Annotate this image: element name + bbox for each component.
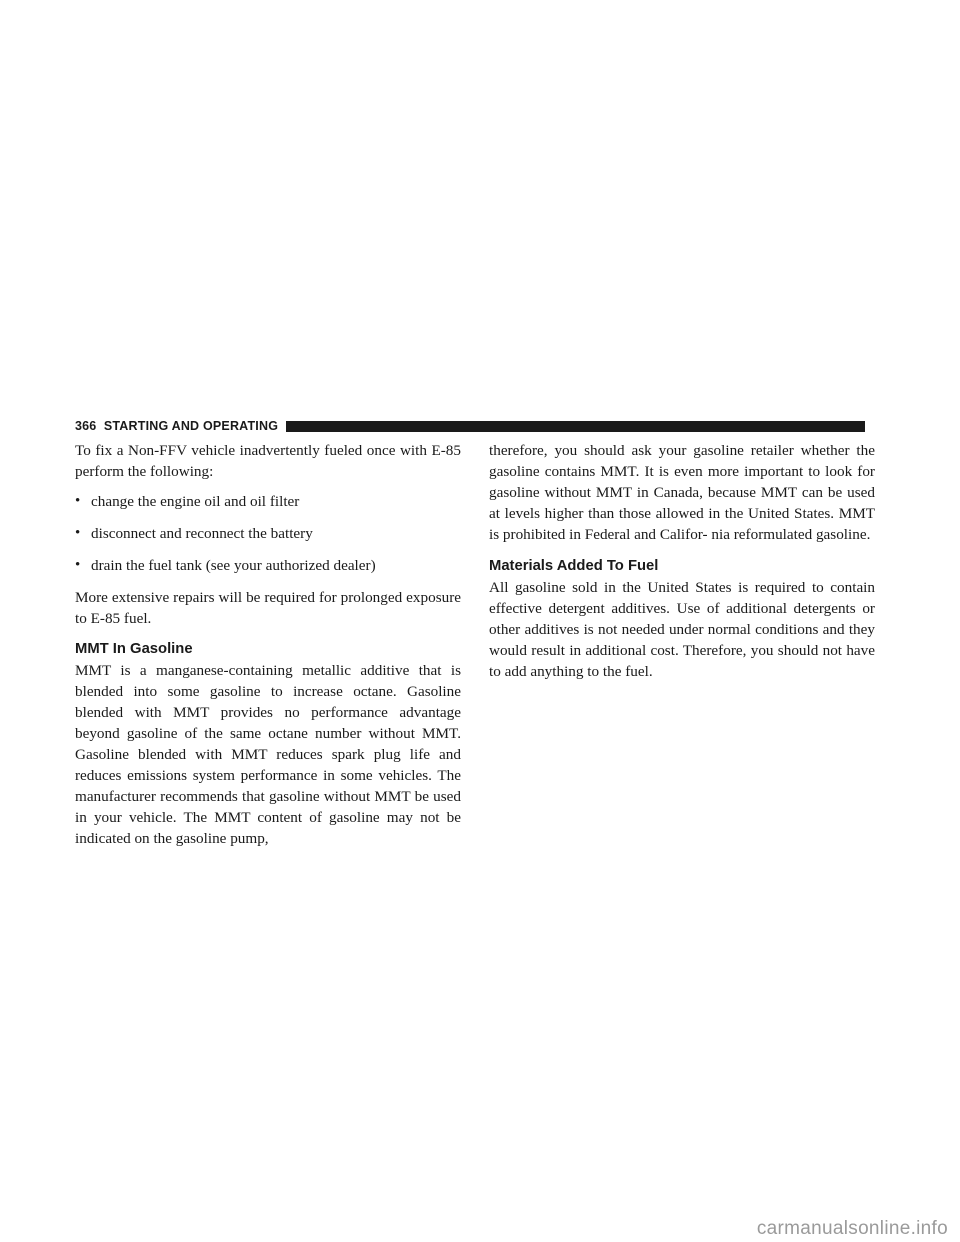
list-item [75,491,461,512]
page-header [75,418,865,434]
watermark: carmanualsonline.info [756,1218,948,1239]
materials-heading: Materials Added To Fuel [489,558,659,574]
repairs-paragraph: More extensive repairs will be required for prolonged exposure to E-85 fuel. [75,589,461,627]
mmt-continued-paragraph: therefore, you should ask your gasoline retailer whether the gasoline contains MMT. It is even more important to look for gasoline without MMT in Canada, because MMT can be used at levels higher than those allowed in the United States. MMT is prohibited in Federal and Califor- nia reformulated gasoline. [489,442,875,543]
list-item-text: change the engine oil and oil filter [91,493,300,510]
materials-paragraph: All gasoline sold in the United States is required to contain effective detergent additives. Use of additional detergents or other additives is not needed under normal conditions and they would result in additional cost. Therefore, you should not have to add anything to the fuel. [489,579,875,680]
list-item [75,523,461,544]
left-column [75,440,461,849]
mmt-paragraph: MMT is a manganese-containing metallic additive that is blended into some gasoline to increase octane. Gasoline blended with MMT provides no performance advantage beyond gasoline of the same octane number without MMT. Gasoline blended with MMT reduces spark plug life and reduces emissions system performance in some vehicles. The manufacturer recommends that gasoline without MMT be used in your vehicle. The MMT content of gasoline may not be indicated on the gasoline pump, [75,662,461,847]
running-head [75,419,278,433]
bullet-icon: • [75,557,81,573]
mmt-heading: MMT In Gasoline [75,641,193,657]
page-number: 366 [75,419,97,433]
list-item-text: disconnect and reconnect the battery [91,525,313,542]
bullet-icon: • [75,493,81,509]
header-rule-bar [286,421,865,432]
procedure-list [75,491,461,576]
list-item [75,555,461,576]
intro-paragraph: To fix a Non-FFV vehicle inadvertently fueled once with E-85 perform the following: [75,442,461,480]
bullet-icon: • [75,525,81,541]
section-title: STARTING AND OPERATING [103,419,279,433]
right-column [489,440,875,682]
list-item-text: drain the fuel tank (see your authorized dealer) [91,557,376,574]
